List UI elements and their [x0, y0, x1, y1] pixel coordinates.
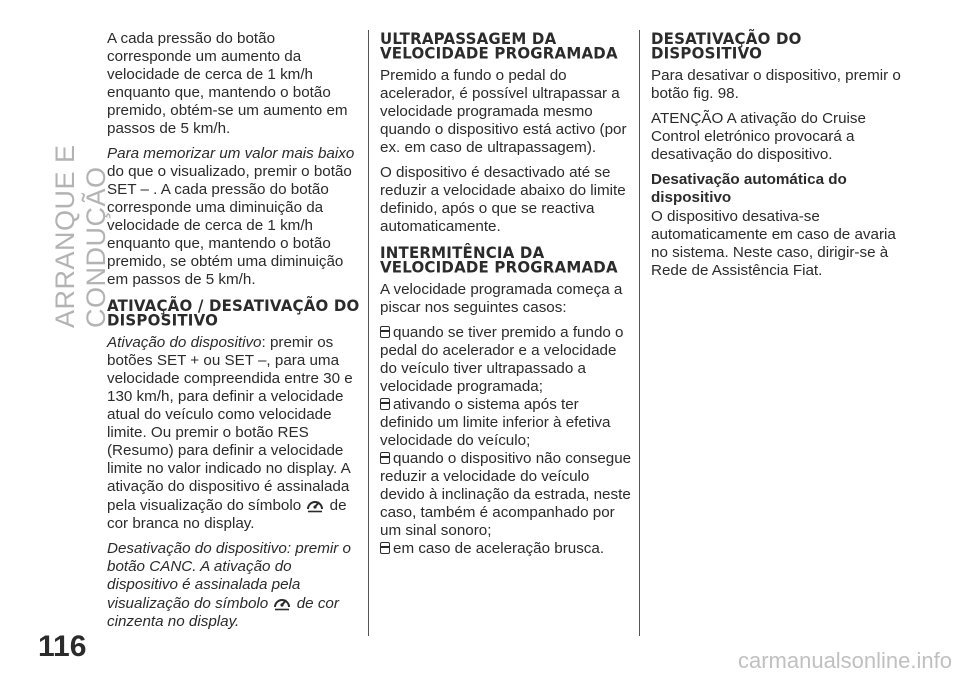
section-heading: ULTRAPASSAGEM DA VELOCIDADE PROGRAMADA	[380, 29, 618, 63]
list-item	[380, 324, 635, 396]
list-item	[380, 396, 635, 450]
paragraph: ATENÇÃO A ativação do Cruise Control eletrónico provocará a desativação do dispositivo.	[651, 110, 866, 163]
italic-lead: Para memorizar um valor mais baixo	[107, 145, 355, 162]
column-3	[651, 30, 906, 287]
paragraph-text: Desativação do dispositivo: premir o botão CANC. A ativação do dispositivo é assinalada pela visualização do símbolo	[107, 540, 351, 612]
bullet-icon	[380, 326, 390, 338]
column-divider	[639, 30, 640, 636]
list-item-text: ativando o sistema após ter definido um limite inferior à efetiva velocidade do veículo;	[380, 396, 611, 449]
italic-lead: Ativação do dispositivo	[107, 334, 262, 351]
list-item-text: quando se tiver premido a fundo o pedal do acelerador e a velocidade do veículo tiver ultrapassado a velocidade programada;	[380, 324, 624, 395]
section-heading: ATIVAÇÃO / DESATIVAÇÃO DO DISPOSITIVO	[107, 296, 360, 330]
paragraph	[107, 334, 362, 533]
section-heading: INTERMITÊNCIA DA VELOCIDADE PROGRAMADA	[380, 243, 618, 277]
paragraph: Para desativar o dispositivo, premir o botão fig. 98.	[651, 67, 901, 102]
paragraph: A cada pressão do botão corresponde um aumento da velocidade de cerca de 1 km/h enquanto que, mantendo o botão premido, obtém-se um aumento em passos de 5 km/h.	[107, 30, 348, 137]
bullet-icon	[380, 452, 390, 464]
paragraph	[107, 145, 362, 289]
sub-heading: Desativação automática do dispositivo	[651, 171, 847, 206]
speed-limiter-icon	[305, 496, 325, 513]
paragraph-text: : premir os botões SET + ou SET –, para uma velocidade compreendida entre 30 e 130 km/h, para definir a velocidade atual do veículo como velocidade limite. Ou premir o botão RES (Resumo) para definir a velocidade limite no valor indicado no display. A ativação do dispositivo é assinalada pela visualização do símbolo	[107, 334, 353, 514]
bullet-icon	[380, 542, 390, 554]
paragraph: Premido a fundo o pedal do acelerador, é possível ultrapassar a velocidade programada mesmo quando o dispositivo está activo (por ex. em caso de ultrapassagem).	[380, 67, 627, 156]
paragraph-text: de cor branca no display.	[107, 497, 347, 532]
paragraph-text: do que o visualizado, premir o botão SET – . A cada pressão do botão corresponde uma diminuição da velocidade de cerca de 1 km/h enquanto que, mantendo o botão premido, se obtém uma diminuição em passos de 5 km/h.	[107, 163, 352, 288]
list-item-text: em caso de aceleração brusca.	[393, 540, 605, 557]
paragraph	[107, 540, 362, 631]
paragraph: O dispositivo desativa-se automaticamente em caso de avaria no sistema. Neste caso, dirigir-se à Rede de Assistência Fiat.	[651, 208, 896, 279]
speed-limiter-icon	[272, 594, 292, 611]
list-item	[380, 540, 635, 558]
paragraph: A velocidade programada começa a piscar nos seguintes casos:	[380, 281, 623, 316]
watermark: carmanualsonline.info	[737, 648, 952, 673]
page-number: 116	[38, 630, 87, 663]
section-heading: DESATIVAÇÃO DO DISPOSITIVO	[651, 29, 802, 63]
list-item-text: quando o dispositivo não consegue reduzir a velocidade do veículo devido à inclinação da estrada, neste caso, também é acompanhado por um sinal sonoro;	[380, 450, 632, 539]
column-2	[380, 30, 635, 565]
bullet-icon	[380, 398, 390, 410]
paragraph-text: de cor cinzenta no display.	[107, 595, 339, 630]
column-1	[107, 30, 362, 638]
column-divider	[368, 30, 369, 636]
list-item	[380, 450, 635, 540]
paragraph: O dispositivo é desactivado até se reduzir a velocidade abaixo do limite definido, após o que se reactiva automaticamente.	[380, 164, 626, 235]
section-side-title: ARRANQUE E CONDUÇÃO	[50, 144, 111, 328]
